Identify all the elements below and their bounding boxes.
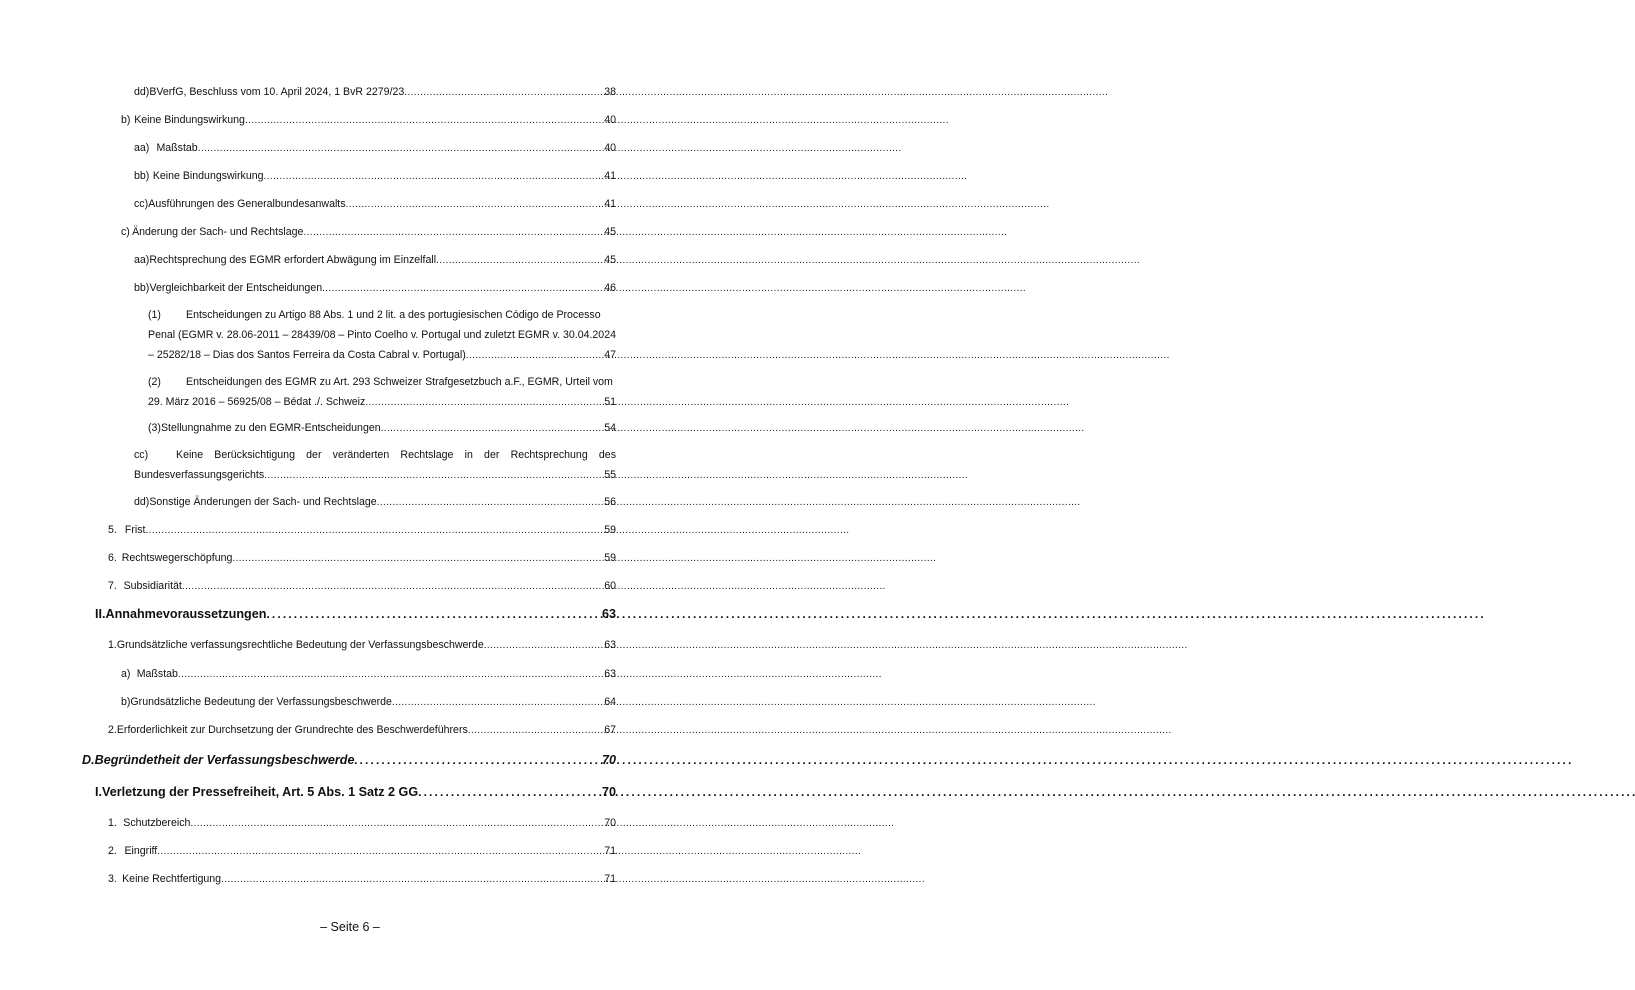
toc-page: 46 [604, 282, 616, 294]
toc-entry[interactable] [82, 752, 616, 768]
toc-title: – 25282/18 – Dias dos Santos Ferreira da Costa Cabral v. Portugal) [148, 349, 466, 361]
toc-page: 60 [604, 580, 616, 592]
toc-title: Maßstab [136, 668, 178, 680]
toc-entry[interactable] [148, 305, 616, 366]
toc-title: Erforderlichkeit zur Durchsetzung der Grundrechte des Beschwerdeführers [116, 724, 468, 736]
table-of-contents [0, 0, 700, 990]
toc-number: a) [121, 668, 131, 680]
dot-leader [182, 578, 602, 595]
toc-entry[interactable] [108, 871, 616, 888]
dot-leader [245, 112, 602, 129]
dot-leader [264, 168, 603, 185]
toc-title: Keine Bindungswirkung [134, 114, 245, 126]
toc-page: 45 [604, 254, 616, 266]
toc-title: Subsidiarität [123, 580, 182, 592]
toc-number: D. [82, 753, 95, 767]
toc-title: Änderung der Sach- und Rechtslage [132, 226, 304, 238]
toc-title: Begründetheit der Verfassungsbeschwerde [94, 753, 355, 767]
toc-number: 5. [108, 524, 117, 536]
toc-entry[interactable] [148, 420, 616, 437]
toc-number: cc) [134, 449, 149, 461]
toc-entry[interactable] [121, 112, 616, 129]
toc-entry[interactable] [134, 252, 616, 269]
toc-page: 64 [604, 696, 616, 708]
toc-entry[interactable] [108, 722, 616, 739]
dot-leader [354, 752, 600, 768]
toc-title: Rechtsprechung des EGMR erfordert Abwägung im Einzelfall [149, 254, 437, 266]
toc-number: aa) [134, 254, 150, 266]
toc-page: 54 [604, 422, 616, 434]
toc-title-line [148, 345, 616, 366]
dot-leader [365, 392, 602, 413]
dot-leader [303, 224, 602, 241]
toc-page: 70 [601, 753, 616, 767]
toc-entry[interactable] [95, 784, 616, 800]
toc-entry[interactable] [134, 196, 616, 213]
toc-number: bb) [134, 170, 150, 182]
dot-leader [232, 550, 602, 567]
toc-title: Sonstige Änderungen der Sach- und Rechtslage [149, 496, 377, 508]
toc-page: 51 [604, 396, 616, 408]
toc-number: 2. [108, 724, 117, 736]
dot-leader [377, 494, 603, 511]
toc-title-line [148, 325, 616, 345]
toc-entry[interactable] [134, 168, 616, 185]
toc-title: Eingriff [124, 845, 158, 857]
toc-page: 67 [604, 724, 616, 736]
dot-leader [198, 140, 603, 157]
toc-entry[interactable] [108, 550, 616, 567]
toc-title-line [148, 392, 616, 413]
toc-title: Entscheidungen des EGMR zu Art. 293 Schweizer Strafgesetzbuch a.F., EGMR, Urteil vom [186, 376, 613, 388]
toc-title-line [134, 465, 616, 486]
toc-number: c) [121, 226, 130, 238]
toc-entry[interactable] [95, 606, 616, 622]
dot-leader [178, 666, 602, 683]
toc-entry[interactable] [108, 522, 616, 539]
toc-title: Grundsätzliche Bedeutung der Verfassungsbeschwerde [130, 696, 392, 708]
toc-title: Maßstab [156, 142, 198, 154]
toc-number: I. [95, 785, 102, 799]
toc-title: Annahmevoraussetzungen [105, 607, 267, 621]
toc-page: 55 [604, 469, 616, 481]
toc-entry[interactable] [148, 372, 616, 413]
toc-page: 70 [604, 817, 616, 829]
toc-page: 40 [604, 142, 616, 154]
dot-leader [346, 196, 603, 213]
toc-number: 6. [108, 552, 117, 564]
toc-page: 41 [604, 170, 616, 182]
toc-page: 38 [604, 86, 616, 98]
toc-number: dd) [134, 496, 150, 508]
toc-entry[interactable] [134, 280, 616, 297]
toc-number: 1. [108, 817, 117, 829]
toc-title: Frist [124, 524, 146, 536]
toc-page: 71 [604, 845, 616, 857]
toc-number: dd) [134, 86, 150, 98]
toc-title: Bundesverfassungsgerichts [134, 469, 265, 481]
dot-leader [392, 694, 602, 711]
toc-page: 56 [604, 496, 616, 508]
toc-page: 63 [604, 668, 616, 680]
toc-number: (2) [148, 376, 161, 388]
toc-number: 7. [108, 580, 117, 592]
toc-title: Keine Berücksichtigung der veränderten Rechtslage in der Rechtsprechung des [176, 449, 616, 461]
toc-entry[interactable] [108, 578, 616, 595]
toc-title: Grundsätzliche verfassungsrechtliche Bedeutung der Verfassungsbeschwerde [116, 639, 484, 651]
page-number-footer: – Seite 6 – [320, 920, 380, 934]
toc-page: 70 [601, 785, 616, 799]
toc-title: Entscheidungen zu Artigo 88 Abs. 1 und 2 lit. a des portugiesischen Código de Processo [186, 309, 601, 321]
dot-leader [484, 637, 602, 654]
toc-title: Vergleichbarkeit der Entscheidungen [149, 282, 323, 294]
dot-leader [190, 815, 602, 832]
toc-page: 40 [604, 114, 616, 126]
toc-number: 2. [108, 845, 117, 857]
dot-leader [157, 843, 602, 860]
toc-number: b) [121, 696, 131, 708]
toc-entry[interactable] [121, 694, 616, 711]
toc-title-line [148, 372, 616, 392]
toc-title: Keine Rechtfertigung [122, 873, 222, 885]
dot-leader [381, 420, 603, 437]
dot-leader [322, 280, 602, 297]
dot-leader [466, 345, 602, 366]
toc-page: 47 [604, 349, 616, 361]
dot-leader [266, 606, 600, 622]
toc-title: Penal (EGMR v. 28.06-2011 – 28439/08 – Pinto Coelho v. Portugal und zuletzt EGMR v. 30.04.2024 [148, 329, 616, 341]
toc-page: 59 [604, 524, 616, 536]
toc-title: BVerfG, Beschluss vom 10. April 2024, 1 BvR 2279/23 [149, 86, 405, 98]
toc-title: Stellungnahme zu den EGMR-Entscheidungen [160, 422, 381, 434]
toc-number: b) [121, 114, 131, 126]
toc-title-line [148, 305, 616, 325]
toc-title: Keine Bindungswirkung [152, 170, 264, 182]
toc-title-line [134, 445, 616, 465]
toc-entry[interactable] [134, 494, 616, 511]
toc-entry[interactable] [121, 666, 616, 683]
toc-title: 29. März 2016 – 56925/08 – Bédat ./. Schweiz [148, 396, 366, 408]
dot-leader [468, 722, 602, 739]
toc-number: (1) [148, 309, 161, 321]
toc-page: 63 [601, 607, 616, 621]
dot-leader [146, 522, 603, 539]
toc-entry[interactable] [108, 637, 616, 654]
toc-page: 71 [604, 873, 616, 885]
dot-leader [436, 252, 602, 269]
toc-number: bb) [134, 282, 150, 294]
toc-entry[interactable] [121, 224, 616, 241]
dot-leader [221, 871, 602, 888]
toc-entry[interactable] [108, 815, 616, 832]
toc-page: 41 [604, 198, 616, 210]
toc-entry[interactable] [134, 445, 616, 486]
toc-number: aa) [134, 142, 150, 154]
toc-number: cc) [134, 198, 149, 210]
toc-entry[interactable] [108, 843, 616, 860]
dot-leader [418, 784, 600, 800]
toc-title: Ausführungen des Generalbundesanwalts [148, 198, 346, 210]
toc-entry[interactable] [134, 84, 616, 101]
toc-page: 63 [604, 639, 616, 651]
dot-leader [264, 465, 602, 486]
toc-number: II. [95, 607, 106, 621]
toc-page: 59 [604, 552, 616, 564]
toc-title: Verletzung der Pressefreiheit, Art. 5 Abs. 1 Satz 2 GG [102, 785, 419, 799]
toc-title: Rechtswegerschöpfung [121, 552, 233, 564]
toc-page: 45 [604, 226, 616, 238]
toc-number: (3) [148, 422, 161, 434]
toc-number: 3. [108, 873, 117, 885]
toc-number: 1. [108, 639, 117, 651]
toc-title: Schutzbereich [123, 817, 191, 829]
dot-leader [404, 84, 602, 101]
toc-entry[interactable] [134, 140, 616, 157]
